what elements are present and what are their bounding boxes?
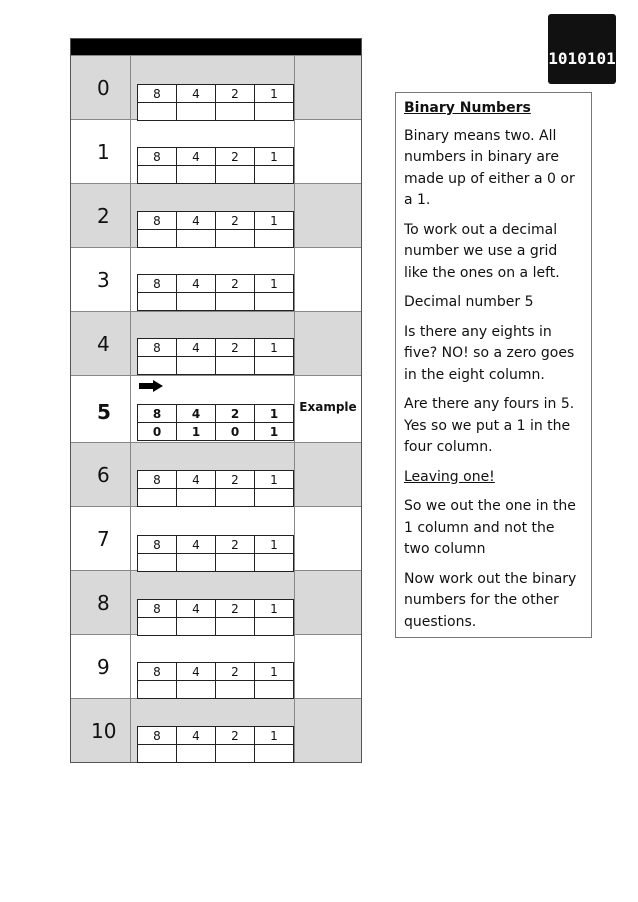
binary-logo-icon: [548, 14, 616, 278]
binary-grid: [137, 211, 294, 248]
answer-box[interactable]: [255, 166, 294, 184]
right-arrow-icon: [139, 380, 163, 392]
place-value-row: [138, 727, 294, 745]
answer-row: [138, 423, 294, 441]
answer-row: [138, 166, 294, 184]
answer-box[interactable]: [255, 618, 294, 636]
place-value-row: [138, 148, 294, 166]
binary-grid: [137, 662, 294, 699]
place-value-2: 2: [216, 663, 255, 681]
answer-row: [138, 745, 294, 763]
binary-grid: [137, 84, 294, 121]
worksheet-row-3: [71, 247, 361, 311]
binary-grid-cell: [131, 635, 295, 698]
binary-grid-cell: [131, 312, 295, 375]
place-value-row: [138, 212, 294, 230]
place-value-4: 4: [177, 600, 216, 618]
place-value-4: 4: [177, 536, 216, 554]
answer-box[interactable]: [255, 230, 294, 248]
answer-box[interactable]: [177, 293, 216, 311]
place-value-1: 1: [255, 212, 294, 230]
decimal-number: 7: [71, 507, 131, 570]
note-cell: [295, 571, 361, 634]
binary-grid-cell: [131, 507, 295, 570]
place-value-8: 8: [138, 212, 177, 230]
place-value-8: 8: [138, 148, 177, 166]
answer-box[interactable]: [177, 745, 216, 763]
worksheet-row-6: [71, 442, 361, 506]
place-value-2: 2: [216, 536, 255, 554]
place-value-2: 2: [216, 148, 255, 166]
place-value-8: 8: [138, 339, 177, 357]
worksheet-row-4: [71, 311, 361, 375]
answer-box[interactable]: [255, 293, 294, 311]
binary-grid-cell: [131, 56, 295, 119]
decimal-number: 8: [71, 571, 131, 634]
answer-box[interactable]: [177, 554, 216, 572]
answer-box[interactable]: [177, 681, 216, 699]
binary-grid-cell: [131, 443, 295, 506]
place-value-1: 1: [255, 600, 294, 618]
instructions-paragraph: To work out a decimal number we use a grid like the ones on a left.: [404, 221, 560, 281]
logo-line: 0101010: [548, 101, 616, 121]
answer-row: [138, 489, 294, 507]
answer-row: [138, 681, 294, 699]
place-value-4: 4: [177, 339, 216, 357]
decimal-number: 2: [71, 184, 131, 247]
place-value-8: 8: [138, 471, 177, 489]
worksheet-table: [70, 38, 362, 763]
note-cell: [295, 120, 361, 183]
place-value-1: 1: [255, 727, 294, 745]
binary-grid: [137, 726, 294, 763]
worksheet-row-2: [71, 183, 361, 247]
place-value-1: 1: [255, 471, 294, 489]
answer-box[interactable]: [177, 166, 216, 184]
logo-line: 1010101: [548, 49, 616, 68]
note-cell: [295, 248, 361, 311]
place-value-4: 4: [177, 663, 216, 681]
answer-row: [138, 618, 294, 636]
place-value-1: 1: [255, 405, 294, 423]
answer-box[interactable]: [216, 166, 255, 184]
decimal-number: 5: [71, 376, 131, 442]
place-value-row: [138, 471, 294, 489]
instructions-paragraph: Are there any fours in 5. Yes so we put a 1 in the four column.: [404, 396, 575, 455]
answer-row: [138, 230, 294, 248]
place-value-8: 8: [138, 405, 177, 423]
answer-box[interactable]: [216, 554, 255, 572]
answer-box[interactable]: [255, 357, 294, 375]
answer-box[interactable]: [216, 745, 255, 763]
decimal-number: 6: [71, 443, 131, 506]
place-value-2: 2: [216, 405, 255, 423]
place-value-4: 4: [177, 471, 216, 489]
answer-box[interactable]: [177, 103, 216, 121]
place-value-8: 8: [138, 85, 177, 103]
place-value-1: 1: [255, 85, 294, 103]
place-value-4: 4: [177, 727, 216, 745]
answer-box[interactable]: [177, 618, 216, 636]
place-value-1: 1: [255, 148, 294, 166]
instructions-paragraph: Now work out the binary numbers for the other questions.: [404, 570, 577, 630]
binary-grid-cell: [131, 699, 295, 762]
logo-line: 1010101: [548, 154, 616, 173]
answer-box[interactable]: [138, 681, 177, 699]
decimal-number: 9: [71, 635, 131, 698]
answer-box[interactable]: [177, 489, 216, 507]
binary-grid-cell: [131, 376, 295, 442]
place-value-1: 1: [255, 536, 294, 554]
answer-box[interactable]: [216, 357, 255, 375]
place-value-2: 2: [216, 339, 255, 357]
note-cell: [295, 443, 361, 506]
binary-grid-cell: [131, 248, 295, 311]
answer-box[interactable]: [138, 554, 177, 572]
place-value-row: [138, 85, 294, 103]
worksheet-row-10: [71, 698, 361, 762]
answer-digit: 0: [138, 423, 177, 441]
answer-box[interactable]: [255, 489, 294, 507]
place-value-8: 8: [138, 600, 177, 618]
decimal-number: 0: [71, 56, 131, 119]
note-cell: [295, 184, 361, 247]
note-cell: [295, 507, 361, 570]
answer-box[interactable]: [255, 681, 294, 699]
place-value-8: 8: [138, 663, 177, 681]
place-value-row: [138, 663, 294, 681]
worksheet-row-5-example: [71, 375, 361, 442]
place-value-4: 4: [177, 405, 216, 423]
decimal-number: 4: [71, 312, 131, 375]
decimal-number: 10: [71, 699, 131, 762]
table-header-bar: [71, 39, 361, 55]
answer-box[interactable]: [216, 618, 255, 636]
binary-grid: [137, 599, 294, 636]
answer-box[interactable]: [255, 745, 294, 763]
worksheet-row-7: [71, 506, 361, 570]
place-value-row: [138, 275, 294, 293]
answer-box[interactable]: [216, 681, 255, 699]
note-cell: [295, 312, 361, 375]
answer-box[interactable]: [138, 293, 177, 311]
instructions-paragraph: Decimal number 5: [404, 294, 534, 310]
answer-box[interactable]: [255, 554, 294, 572]
place-value-4: 4: [177, 212, 216, 230]
place-value-2: 2: [216, 600, 255, 618]
place-value-2: 2: [216, 212, 255, 230]
worksheet-row-8: [71, 570, 361, 634]
answer-digit: 1: [177, 423, 216, 441]
instructions-paragraph: Is there any eights in five? NO! so a zero goes in the eight column.: [404, 323, 575, 383]
note-cell: [295, 635, 361, 698]
binary-grid-cell: [131, 184, 295, 247]
worksheet-row-9: [71, 634, 361, 698]
answer-box[interactable]: [138, 745, 177, 763]
place-value-2: 2: [216, 471, 255, 489]
place-value-2: 2: [216, 727, 255, 745]
place-value-4: 4: [177, 148, 216, 166]
place-value-1: 1: [255, 275, 294, 293]
place-value-2: 2: [216, 275, 255, 293]
place-value-1: 1: [255, 663, 294, 681]
instructions-paragraph: Binary means two. All numbers in binary are made up of either a 0 or a 1.: [404, 127, 575, 208]
answer-digit: 1: [255, 423, 294, 441]
binary-grid-cell: [131, 571, 295, 634]
note-cell: [295, 699, 361, 762]
answer-box[interactable]: [216, 103, 255, 121]
example-label: Example: [299, 400, 357, 414]
answer-row: [138, 293, 294, 311]
place-value-8: 8: [138, 536, 177, 554]
place-value-2: 2: [216, 85, 255, 103]
binary-grid: [137, 147, 294, 184]
worksheet-row-0: [71, 55, 361, 119]
decimal-number: 1: [71, 120, 131, 183]
binary-grid-example: [137, 404, 294, 441]
answer-box[interactable]: [138, 489, 177, 507]
place-value-row: [138, 600, 294, 618]
answer-box[interactable]: [138, 103, 177, 121]
binary-grid: [137, 274, 294, 311]
answer-box[interactable]: [216, 293, 255, 311]
answer-box[interactable]: [138, 618, 177, 636]
answer-box[interactable]: [138, 166, 177, 184]
answer-box[interactable]: [138, 357, 177, 375]
place-value-row: [138, 405, 294, 423]
answer-box[interactable]: [177, 230, 216, 248]
logo-line: 0101010: [548, 206, 616, 226]
place-value-8: 8: [138, 727, 177, 745]
worksheet-row-1: [71, 119, 361, 183]
answer-box[interactable]: [255, 103, 294, 121]
answer-box[interactable]: [138, 230, 177, 248]
answer-box[interactable]: [177, 357, 216, 375]
answer-digit: 0: [216, 423, 255, 441]
instructions-box: [395, 92, 592, 638]
instructions-paragraph: So we out the one in the 1 column and not the two column: [404, 498, 576, 557]
binary-grid: [137, 535, 294, 572]
place-value-8: 8: [138, 275, 177, 293]
answer-box[interactable]: [216, 489, 255, 507]
place-value-row: [138, 339, 294, 357]
binary-grid: [137, 470, 294, 507]
note-cell: [295, 56, 361, 119]
place-value-1: 1: [255, 339, 294, 357]
logo-line: 1010101: [548, 259, 616, 278]
place-value-4: 4: [177, 275, 216, 293]
place-value-row: [138, 536, 294, 554]
answer-row: [138, 554, 294, 572]
answer-row: [138, 357, 294, 375]
place-value-4: 4: [177, 85, 216, 103]
instructions-title: Binary Numbers: [404, 100, 531, 116]
instructions-paragraph: Leaving one!: [404, 468, 495, 485]
binary-grid-cell: [131, 120, 295, 183]
decimal-number: 3: [71, 248, 131, 311]
answer-row: [138, 103, 294, 121]
binary-grid: [137, 338, 294, 375]
answer-box[interactable]: [216, 230, 255, 248]
